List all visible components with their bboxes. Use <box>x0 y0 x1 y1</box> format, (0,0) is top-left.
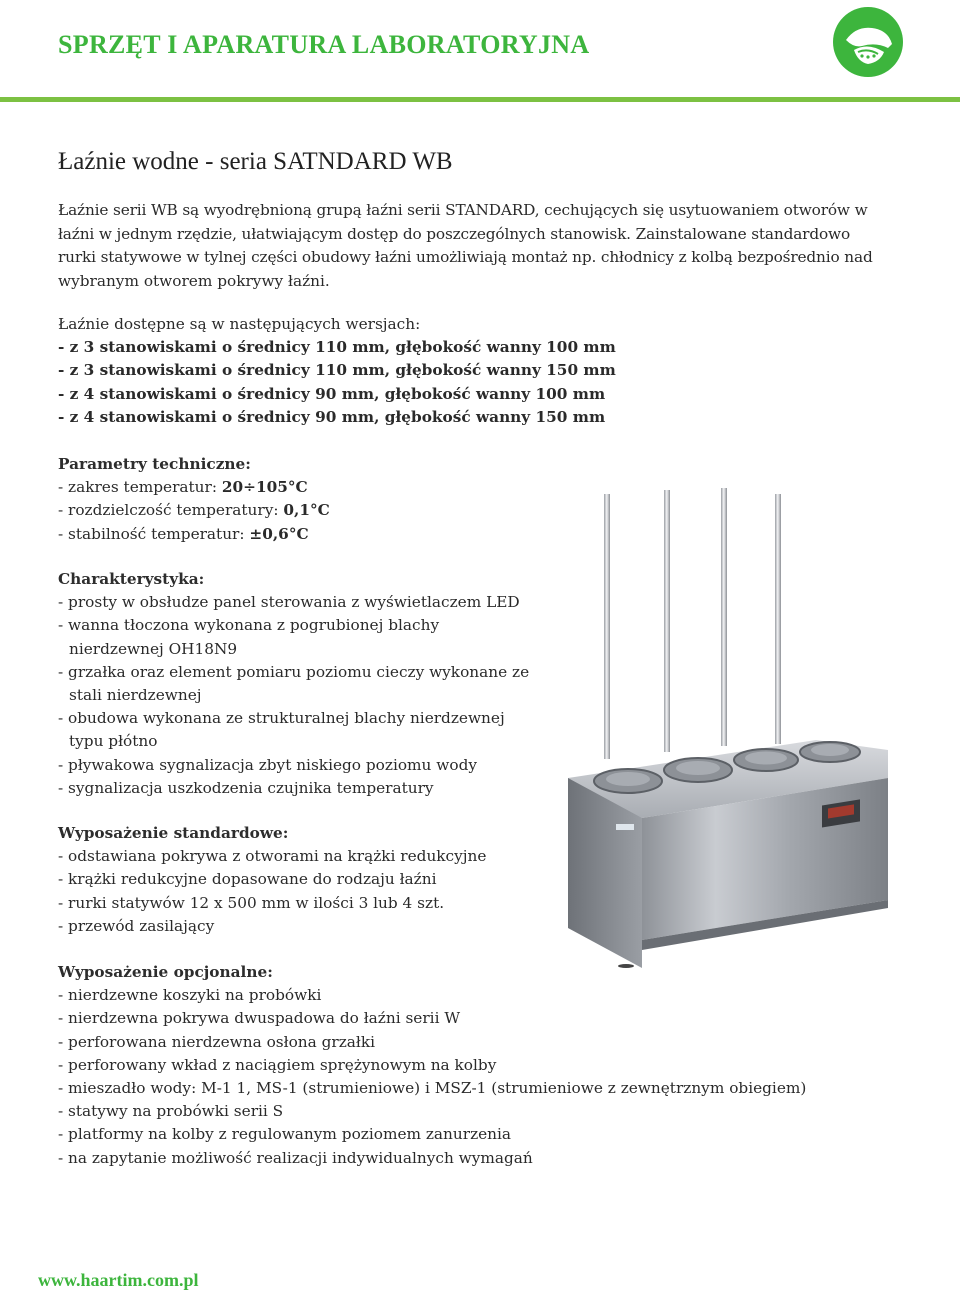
characteristic-item: - prosty w obsłudze panel sterowania z wyświetlaczem LED <box>58 593 520 612</box>
optional-equipment-item: - perforowana nierdzewna osłona grzałki <box>58 1032 376 1051</box>
characteristic-item: - sygnalizacja uszkodzenia czujnika temperatury <box>58 778 434 797</box>
standard-equipment-item: - rurki statywów 12 x 500 mm w ilości 3 lub 4 szt. <box>58 893 445 912</box>
characteristic-item: - grzałka oraz element pomiaru poziomu cieczy wykonane ze <box>58 662 530 681</box>
parameter-value: ±0,6°C <box>249 524 309 543</box>
optional-equipment-heading: Wyposażenie opcjonalne: <box>58 963 273 981</box>
characteristic-item-continued: nierdzewnej OH18N9 <box>69 639 238 658</box>
optional-equipment-item: - perforowany wkład z naciągiem sprężynowym na kolby <box>58 1055 497 1074</box>
parameter-value: 20÷105°C <box>221 478 308 497</box>
optional-equipment-item: - statywy na probówki serii S <box>58 1102 284 1121</box>
optional-equipment-item: - nierdzewne koszyki na probówki <box>58 986 322 1005</box>
parameter-label: - zakres temperatur: <box>58 478 222 497</box>
intro-line: wybranym otworem pokrywy łaźni. <box>58 271 330 290</box>
page-title: Łaźnie wodne - seria SATNDARD WB <box>58 148 453 175</box>
parameter-item <box>58 523 330 546</box>
header-divider <box>0 97 960 102</box>
parameters-heading: Parametry techniczne: <box>58 455 251 473</box>
characteristic-item: - pływakowa sygnalizacja zbyt niskiego poziomu wody <box>58 755 477 774</box>
intro-line: Łaźnie serii WB są wyodrębnioną grupą łaźni serii STANDARD, cechujących się usytuowaniem otworów w <box>58 201 868 219</box>
parameter-item <box>58 499 330 522</box>
parameter-label: - rozdzielczość temperatury: <box>58 501 284 520</box>
version-item: - z 3 stanowiskami o średnicy 110 mm, głębokość wanny 150 mm <box>58 361 616 380</box>
footer-website-link[interactable]: www.haartim.com.pl <box>38 1270 199 1290</box>
parameters-section <box>58 453 330 546</box>
standard-equipment-item: - krążki redukcyjne dopasowane do rodzaju łaźni <box>58 870 437 889</box>
parameter-label: - stabilność temperatur: <box>58 524 250 543</box>
steam-bowl-logo-icon <box>832 6 904 78</box>
standard-equipment-item: - odstawiana pokrywa z otworami na krążki redukcyjne <box>58 847 487 866</box>
version-item: - z 4 stanowiskami o średnicy 90 mm, głębokość wanny 100 mm <box>58 384 606 403</box>
parameter-item <box>58 476 330 499</box>
characteristics-section <box>58 568 529 800</box>
version-item: - z 3 stanowiskami o średnicy 110 mm, głębokość wanny 100 mm <box>58 338 616 357</box>
characteristic-item-continued: stali nierdzewnej <box>69 686 202 705</box>
optional-equipment-item: - mieszadło wody: M-1 1, MS-1 (strumieniowe) i MSZ-1 (strumieniowe z zewnętrznym obiegiem) <box>58 1079 807 1098</box>
intro-paragraph <box>58 199 908 293</box>
version-item: - z 4 stanowiskami o średnicy 90 mm, głębokość wanny 150 mm <box>58 407 606 426</box>
characteristic-item-continued: typu płótno <box>69 732 158 751</box>
characteristic-item: - obudowa wykonana ze strukturalnej blachy nierdzewnej <box>58 709 505 728</box>
characteristics-heading: Charakterystyka: <box>58 570 205 588</box>
characteristic-item: - wanna tłoczona wykonana z pogrubionej blachy <box>58 616 440 635</box>
water-bath-product-image <box>566 488 896 968</box>
intro-line: rurki statywowe w tylnej części obudowy łaźni umożliwiają montaż np. chłodnicy z kolbą bezpośrednio nad <box>58 248 873 266</box>
standard-equipment-heading: Wyposażenie standardowe: <box>58 824 289 842</box>
versions-section <box>58 313 616 429</box>
optional-equipment-section <box>58 961 806 1170</box>
optional-equipment-item: - platformy na kolby z regulowanym poziomem zanurzenia <box>58 1125 512 1144</box>
optional-equipment-item: - nierdzewna pokrywa dwuspadowa do łaźni serii W <box>58 1009 461 1028</box>
optional-equipment-item: - na zapytanie możliwość realizacji indywidualnych wymagań <box>58 1148 533 1167</box>
versions-intro: Łaźnie dostępne są w następujących wersjach: <box>58 315 421 333</box>
intro-line: łaźni w jednym rzędzie, ułatwiającym dostęp do poszczególnych stanowisk. Zainstalowane standardowo <box>58 224 851 243</box>
header-title: SPRZĘT I APARATURA LABORATORYJNA <box>58 30 590 59</box>
standard-equipment-item: - przewód zasilający <box>58 916 215 935</box>
parameter-value: 0,1°C <box>283 501 330 520</box>
standard-equipment-section <box>58 822 486 938</box>
